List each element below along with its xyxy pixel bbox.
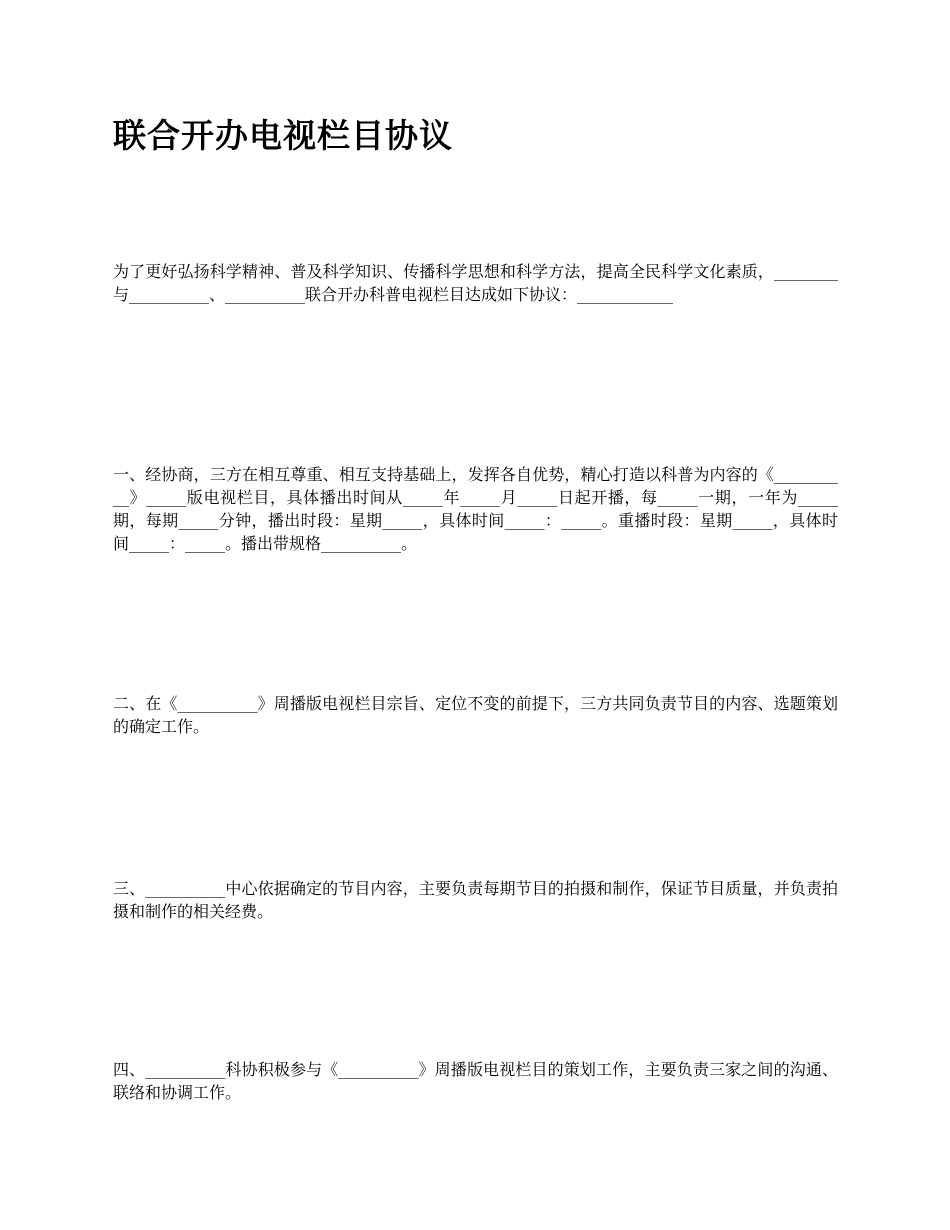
document-title: 联合开办电视栏目协议 (113, 116, 453, 155)
intro-paragraph: 为了更好弘扬科学精神、普及科学知识、传播科学思想和科学方法，提高全民科学文化素质，________与__________、__________联合开办科普电视栏目达成如下协议：____________ (113, 262, 838, 304)
clause-3-paragraph: 三、__________中心依据确定的节目内容，主要负责每期节目的拍摄和制作，保证节目质量，并负责拍摄和制作的相关经费。 (113, 879, 838, 921)
clause-2-paragraph: 二、在《__________》周播版电视栏目宗旨、定位不变的前提下，三方共同负责节目的内容、选题策划的确定工作。 (113, 694, 838, 736)
clause-1-paragraph: 一、经协商，三方在相互尊重、相互支持基础上，发挥各自优势，精心打造以科普为内容的《__________》_____版电视栏目，具体播出时间从_____年_____月_____日起开播，每_____一期，一年为_____期，每期_____分钟，播出时段：星期_____，具体时间_____：_____。重播时段：星期_____，具体时间_____：_____。播出带规格__________。 (113, 465, 838, 553)
clause-4-paragraph: 四、__________科协积极参与《__________》周播版电视栏目的策划工作，主要负责三家之间的沟通、联络和协调工作。 (113, 1060, 838, 1102)
